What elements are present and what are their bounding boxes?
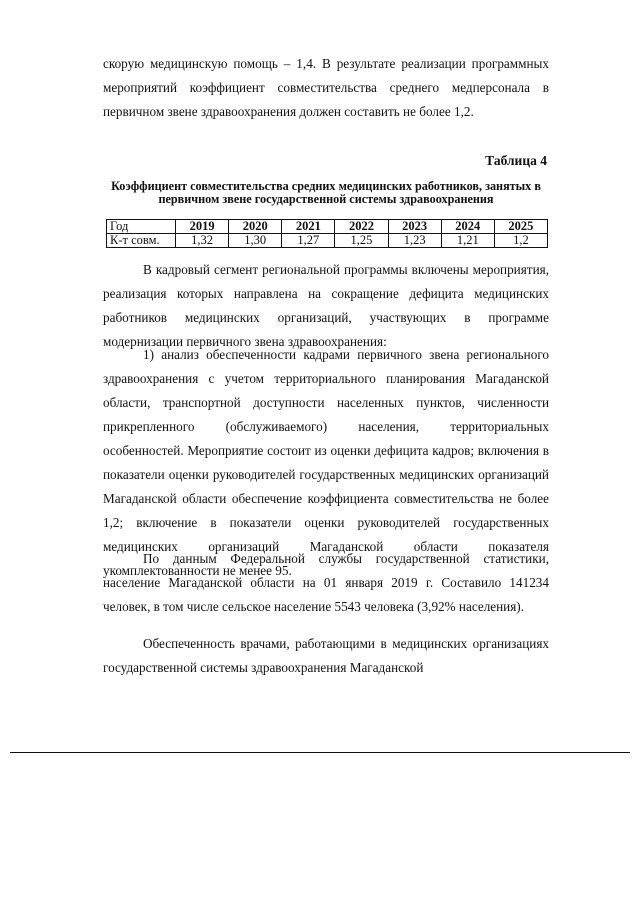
table-cell: К-т совм. bbox=[107, 234, 176, 248]
header-cell: 2021 bbox=[282, 220, 335, 234]
data-table bbox=[106, 219, 548, 248]
table-cell: 1,32 bbox=[176, 234, 229, 248]
header-cell: 2022 bbox=[335, 220, 388, 234]
table-cell: 1,30 bbox=[229, 234, 282, 248]
paragraph-4: По данным Федеральной службы государственной статистики, население Магаданской области на 01 января 2019 г. Составило 141234 человек, в том числе сельское население 5543 человека (3,92% населения). bbox=[103, 551, 549, 614]
paragraph-5: Обеспеченность врачами, работающими в медицинских организациях государственной системы здравоохранения Магаданской bbox=[103, 636, 549, 675]
table-cell: 1,23 bbox=[388, 234, 441, 248]
header-cell: 2019 bbox=[176, 220, 229, 234]
header-cell: 2024 bbox=[441, 220, 494, 234]
table-label: Таблица 4 bbox=[485, 153, 547, 168]
paragraph-3: 1) анализ обеспеченности кадрами первичного звена регионального здравоохранения с учетом территориального планирования Магаданской области, транспортной доступности населенных пунктов, численности прикрепленного (обслуживаемого) населения, территориальных особенностей. Мероприятие состоит из оценки дефицита кадров; включения в показатели оценки руководителей государственных медицинских организаций Магаданской области обеспечение коэффициента совместительства не более 1,2; включение в показатели оценки руководителей государственных медицинских организаций Магаданской области показателя укомплектованности не менее 95. bbox=[103, 347, 549, 578]
page-bottom-rule bbox=[10, 752, 630, 753]
table-row bbox=[107, 234, 548, 248]
header-cell: 2020 bbox=[229, 220, 282, 234]
table-cell: 1,25 bbox=[335, 234, 388, 248]
header-cell: Год bbox=[107, 220, 176, 234]
table-cell: 1,21 bbox=[441, 234, 494, 248]
paragraph-2: В кадровый сегмент региональной программы включены мероприятия, реализация которых направлена на сокращение дефицита медицинских работников медицинских организаций, участвующих в программе модернизации первичного звена здравоохранения: bbox=[103, 262, 549, 349]
table-title: Коэффициент совместительства средних медицинских работников, занятых в первичном звене государственной системы здравоохранения bbox=[111, 179, 541, 206]
table-cell: 1,2 bbox=[494, 234, 547, 248]
header-cell: 2023 bbox=[388, 220, 441, 234]
table-header-row bbox=[107, 220, 548, 234]
header-cell: 2025 bbox=[494, 220, 547, 234]
table-cell: 1,27 bbox=[282, 234, 335, 248]
paragraph-1: скорую медицинскую помощь – 1,4. В результате реализации программных мероприятий коэффициент совместительства среднего медперсонала в первичном звене здравоохранения должен составить не более 1,2. bbox=[103, 56, 549, 119]
